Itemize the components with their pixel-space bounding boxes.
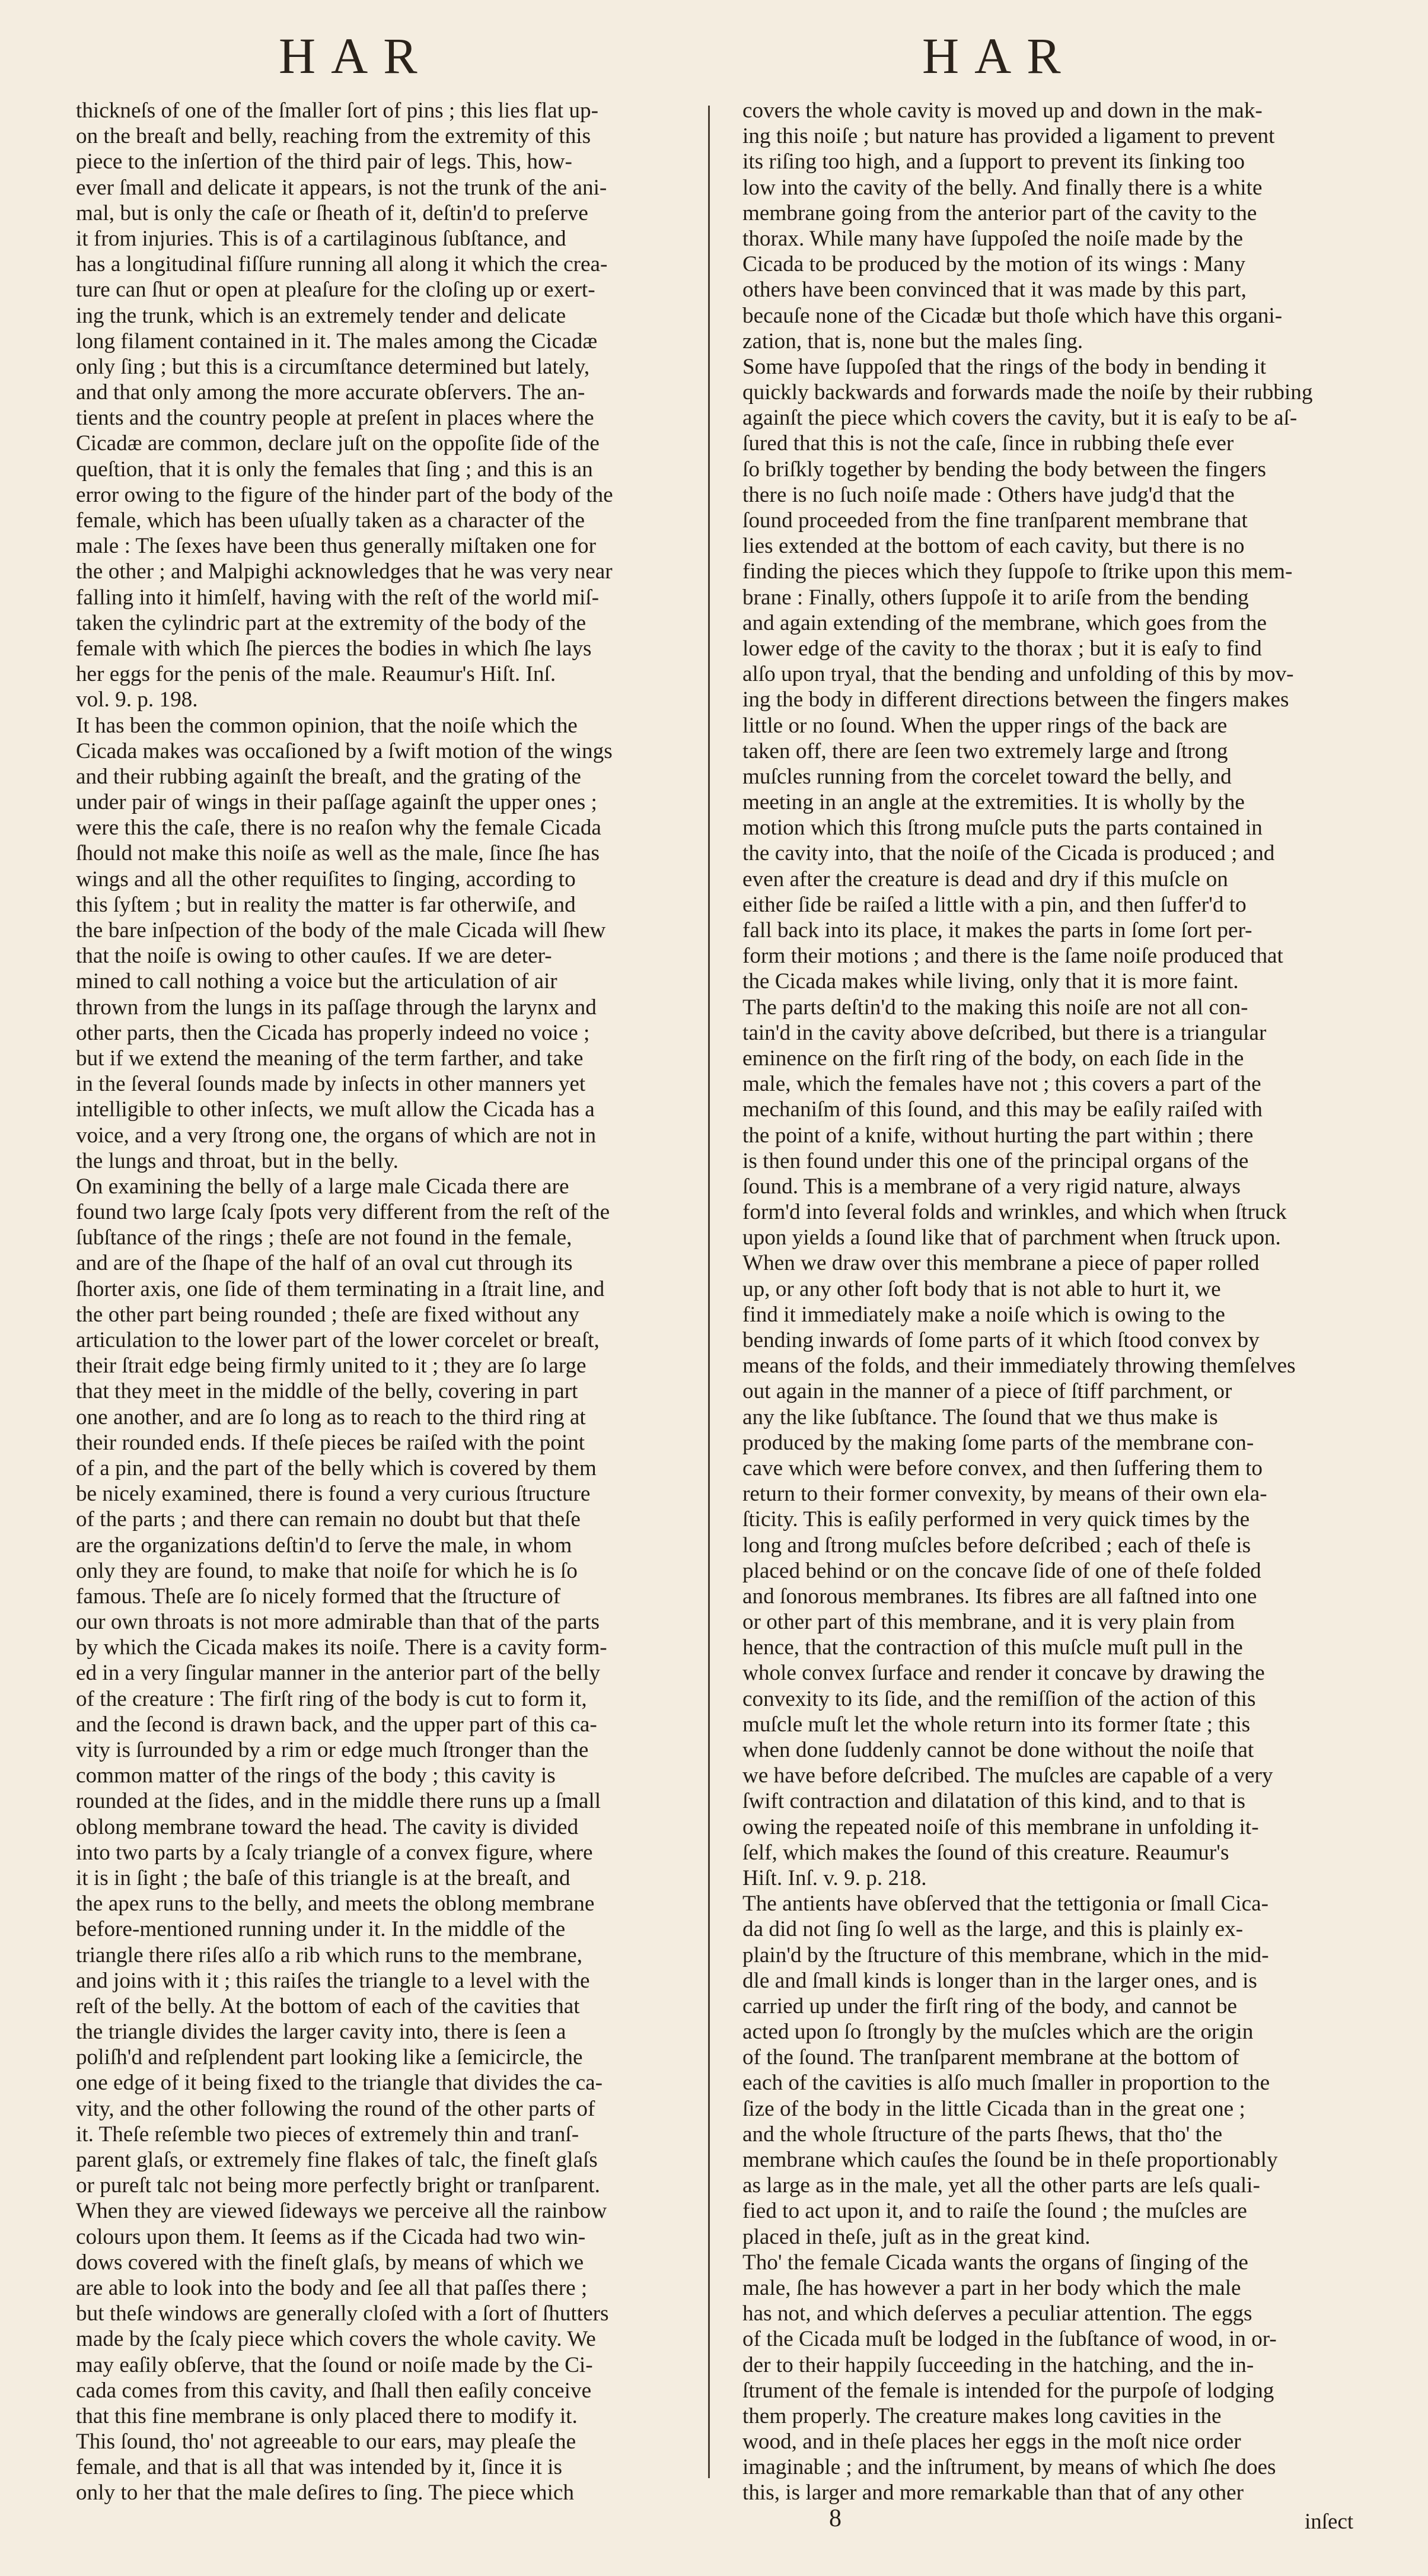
- text-line: this ſyſtem ; but in reality the matter is far otherwiſe, and: [76, 892, 576, 917]
- text-line: we have before deſcribed. The muſcles are capable of a very: [742, 1763, 1273, 1788]
- text-line: ing the body in different directions between the fingers makes: [742, 687, 1289, 712]
- text-line: ſound. This is a membrane of a very rigid nature, always: [742, 1174, 1241, 1199]
- text-line: that this fine membrane is only placed there to modify it.: [76, 2403, 578, 2428]
- text-line: zation, that is, none but the males ſing.: [742, 329, 1083, 354]
- text-line: error owing to the figure of the hinder part of the body of the: [76, 482, 613, 507]
- text-line: the other ; and Malpighi acknowledges that he was very near: [76, 559, 613, 584]
- text-line: male : The ſexes have been thus generally miſtaken one for: [76, 534, 597, 559]
- text-line: when done ſuddenly cannot be done without the noiſe that: [742, 1738, 1254, 1762]
- text-line: means of the folds, and their immediately throwing themſelves: [742, 1354, 1296, 1378]
- text-line: mal, but is only the caſe or ſheath of it, deſtin'd to preſerve: [76, 200, 588, 225]
- text-line: the apex runs to the belly, and meets the oblong membrane: [76, 1892, 595, 1916]
- signature-mark: 8: [829, 2505, 842, 2532]
- text-line: others have been convinced that it was made by this part,: [742, 278, 1247, 303]
- text-line: the other part being rounded ; theſe are fixed without any: [76, 1302, 579, 1327]
- text-line: Tho' the female Cicada wants the organs of ſinging of the: [742, 2250, 1248, 2275]
- text-line: On examining the belly of a large male Cicada there are: [76, 1174, 569, 1199]
- text-line: motion which this ſtrong muſcle puts the parts contained in: [742, 816, 1263, 840]
- text-line: convexity to its ſide, and the remiſſion of the action of this: [742, 1686, 1256, 1711]
- text-line: articulation to the lower part of the lower corcelet or breaſt,: [76, 1328, 600, 1352]
- left-column: [76, 98, 705, 2506]
- text-line: mined to call nothing a voice but the articulation of air: [76, 969, 557, 994]
- text-line: any the like ſubſtance. The ſound that we thus make is: [742, 1405, 1218, 1429]
- text-line: and joins with it ; this raiſes the triangle to a level with the: [76, 1968, 590, 1993]
- text-line: and are of the ſhape of the half of an oval cut through its: [76, 1251, 573, 1276]
- text-line: our own throats is not more admirable than that of the parts: [76, 1610, 600, 1635]
- text-line: form'd into ſeveral folds and wrinkles, and which when ſtruck: [742, 1200, 1287, 1225]
- text-line: either ſide be raiſed a little with a pin, and then ſuffer'd to: [742, 892, 1247, 917]
- text-line: be nicely examined, there is found a very curious ſtructure: [76, 1482, 591, 1507]
- text-line: of the ſound. The tranſparent membrane at the bottom of: [742, 2045, 1239, 2070]
- text-line: wood, and in theſe places her eggs in the moſt nice order: [742, 2429, 1241, 2454]
- text-line: finding the pieces which they ſuppoſe to ſtrike upon this mem-: [742, 559, 1293, 584]
- text-line: fall back into its place, it makes the parts in ſome ſort per-: [742, 918, 1252, 942]
- text-line: by which the Cicada makes its noiſe. There is a cavity form-: [76, 1635, 607, 1660]
- text-line: ſound proceeded from the fine tranſparent membrane that: [742, 508, 1248, 533]
- text-line: oblong membrane toward the head. The cavity is divided: [76, 1814, 579, 1839]
- text-line: thickneſs of one of the ſmaller ſort of pins ; this lies flat up-: [76, 98, 598, 123]
- text-line: its riſing too high, and a ſupport to prevent its ſinking too: [742, 149, 1245, 174]
- text-line: da did not ſing ſo well as the large, and this is plainly ex-: [742, 1917, 1244, 1942]
- text-line: vity, and the other following the round of the other parts of: [76, 2096, 595, 2121]
- text-line: bending inwards of ſome parts of it which ſtood convex by: [742, 1328, 1260, 1352]
- text-line: parent glaſs, or extremely fine flakes of talc, the fineſt glaſs: [76, 2148, 598, 2172]
- text-line: under pair of wings in their paſſage againſt the upper ones ;: [76, 790, 597, 815]
- text-line: muſcle muſt let the whole return into its former ſtate ; this: [742, 1712, 1251, 1737]
- text-line: thorax. While many have ſuppoſed the noiſe made by the: [742, 226, 1244, 251]
- text-line: cada comes from this cavity, and ſhall then eaſily conceive: [76, 2378, 592, 2403]
- text-line: ing the trunk, which is an extremely tender and delicate: [76, 303, 566, 328]
- text-line: ſize of the body in the little Cicada than in the great one ;: [742, 2096, 1245, 2121]
- text-line: that they meet in the middle of the belly, covering in part: [76, 1379, 578, 1404]
- text-line: it. Theſe reſemble two pieces of extremely thin and tranſ-: [76, 2122, 579, 2147]
- text-line: find it immediately make a noiſe which is owing to the: [742, 1302, 1225, 1327]
- text-line: form their motions ; and there is the ſame noiſe produced that: [742, 944, 1283, 969]
- text-line: one another, and are ſo long as to reach to the third ring at: [76, 1405, 586, 1429]
- text-line: produced by the making ſome parts of the membrane con-: [742, 1430, 1254, 1455]
- text-line: The antients have obſerved that the tettigonia or ſmall Cica-: [742, 1892, 1269, 1916]
- text-line: only they are found, to make that noiſe for which he is ſo: [76, 1558, 578, 1583]
- text-line: quickly backwards and forwards made the noiſe by their rubbing: [742, 380, 1313, 405]
- text-line: vol. 9. p. 198.: [76, 687, 198, 712]
- text-line: Hiſt. Inſ. v. 9. p. 218.: [742, 1865, 927, 1890]
- text-line: carried up under the firſt ring of the body, and cannot be: [742, 1994, 1238, 2018]
- text-line: intelligible to other inſects, we muſt allow the Cicada has a: [76, 1097, 595, 1122]
- text-line: placed behind or on the concave ſide of one of theſe folded: [742, 1558, 1261, 1583]
- text-line: the cavity into, that the noiſe of the Cicada is produced ; and: [742, 841, 1275, 866]
- text-line: hence, that the contraction of this muſcle muſt pull in the: [742, 1635, 1243, 1660]
- text-line: were this the caſe, there is no reaſon why the female Cicada: [76, 816, 601, 840]
- text-line: up, or any other ſoft body that is not able to hurt it, we: [742, 1276, 1221, 1301]
- text-line: ſelf, which makes the ſound of this creature. Reaumur's: [742, 1840, 1229, 1865]
- text-line: ſubſtance of the rings ; theſe are not found in the female,: [76, 1225, 572, 1250]
- text-line: ſwift contraction and dilatation of this kind, and to that is: [742, 1789, 1245, 1814]
- text-line: triangle there riſes alſo a rib which runs to the membrane,: [76, 1943, 582, 1967]
- text-line: eminence on the firſt ring of the body, on each ſide in the: [742, 1046, 1244, 1071]
- text-line: dle and ſmall kinds is longer than in the larger ones, and is: [742, 1968, 1257, 1993]
- running-header-left: HAR: [279, 27, 433, 84]
- text-line: ſhould not make this noiſe as well as the male, ſince ſhe has: [76, 841, 600, 866]
- text-line: male, which the females have not ; this covers a part of the: [742, 1072, 1261, 1097]
- text-line: as large as in the male, yet all the other parts are leſs quali-: [742, 2173, 1260, 2198]
- text-line: in the ſeveral ſounds made by inſects in other manners yet: [76, 1072, 586, 1097]
- text-line: Cicada to be produced by the motion of its wings : Many: [742, 252, 1245, 277]
- text-line: low into the cavity of the belly. And finally there is a white: [742, 175, 1263, 200]
- text-line: of the creature : The firſt ring of the body is cut to form it,: [76, 1686, 587, 1711]
- text-line: long and ſtrong muſcles before deſcribed ; each of theſe is: [742, 1533, 1251, 1558]
- text-line: Cicadæ are common, declare juſt on the oppoſite ſide of the: [76, 431, 600, 456]
- text-line: are the organizations deſtin'd to ſerve the male, in whom: [76, 1533, 572, 1558]
- text-line: plain'd by the ſtructure of this membrane, which in the mid-: [742, 1943, 1269, 1967]
- text-line: their ſtrait edge being firmly united to it ; they are ſo large: [76, 1354, 586, 1378]
- text-line: Cicada makes was occaſioned by a ſwift motion of the wings: [76, 738, 613, 763]
- text-line: This ſound, tho' not agreeable to our ears, may pleaſe the: [76, 2429, 576, 2454]
- text-line: thrown from the lungs in its paſſage through the larynx and: [76, 995, 597, 1020]
- text-line: little or no ſound. When the upper rings of the back are: [742, 713, 1228, 738]
- text-line: and that only among the more accurate obſervers. The an-: [76, 380, 585, 405]
- text-line: there is no ſuch noiſe made : Others have judg'd that the: [742, 482, 1235, 507]
- text-line: before-mentioned running under it. In the middle of the: [76, 1917, 566, 1942]
- text-line: lower edge of the cavity to the thorax ; but it is eaſy to find: [742, 636, 1262, 661]
- text-line: out again in the manner of a piece of ſtiff parchment, or: [742, 1379, 1232, 1404]
- text-line: imaginable ; and the inſtrument, by means of which ſhe does: [742, 2455, 1276, 2480]
- text-line: and again extending of the membrane, which goes from the: [742, 610, 1267, 635]
- text-line: ever ſmall and delicate it appears, is not the trunk of the ani-: [76, 175, 607, 200]
- text-line: into two parts by a ſcaly triangle of a convex figure, where: [76, 1840, 593, 1865]
- text-line: der to their happily ſucceeding in the hatching, and the in-: [742, 2352, 1254, 2377]
- text-line: the point of a knife, without hurting the part within ; there: [742, 1123, 1254, 1148]
- text-line: female with which ſhe pierces the bodies in which ſhe lays: [76, 636, 592, 661]
- text-line: againſt the piece which covers the cavity, but it is eaſy to be aſ-: [742, 406, 1298, 431]
- text-line: rounded at the ſides, and in the middle there runs up a ſmall: [76, 1789, 601, 1814]
- text-line: their rounded ends. If theſe pieces be raiſed with the point: [76, 1430, 585, 1455]
- text-line: and the ſecond is drawn back, and the upper part of this ca-: [76, 1712, 597, 1737]
- text-line: other parts, then the Cicada has properly indeed no voice ;: [76, 1020, 590, 1045]
- text-line: this, is larger and more remarkable than that of any other: [742, 2481, 1244, 2505]
- text-line: alſo upon tryal, that the bending and unfolding of this by mov-: [742, 662, 1294, 687]
- text-line: reſt of the belly. At the bottom of each of the cavities that: [76, 1994, 580, 2018]
- text-line: taken the cylindric part at the extremity of the body of the: [76, 610, 586, 635]
- text-line: membrane going from the anterior part of the cavity to the: [742, 200, 1257, 225]
- text-line: ture can ſhut or open at pleaſure for the cloſing up or exert-: [76, 278, 595, 303]
- text-line: her eggs for the penis of the male. Reaumur's Hiſt. Inſ.: [76, 662, 556, 687]
- text-line: has a longitudinal fiſſure running all along it which the crea-: [76, 252, 608, 277]
- text-line: piece to the inſertion of the third pair of legs. This, how-: [76, 149, 572, 174]
- text-line: voice, and a very ſtrong one, the organs of which are not in: [76, 1123, 597, 1148]
- text-line: ſured that this is not the caſe, ſince in rubbing theſe ever: [742, 431, 1234, 456]
- text-line: but if we extend the meaning of the term farther, and take: [76, 1046, 584, 1071]
- text-line: return to their former convexity, by means of their own ela-: [742, 1482, 1267, 1507]
- text-line: the Cicada makes while living, only that it is more faint.: [742, 969, 1239, 994]
- text-line: Some have ſuppoſed that the rings of the body in bending it: [742, 354, 1267, 379]
- text-line: common matter of the rings of the body ; this cavity is: [76, 1763, 556, 1788]
- text-line: the lungs and throat, but in the belly.: [76, 1148, 399, 1173]
- text-line: female, and that is all that was intended by it, ſince it is: [76, 2455, 562, 2480]
- text-line: is then found under this one of the principal organs of the: [742, 1148, 1249, 1173]
- text-line: membrane which cauſes the ſound be in theſe proportionably: [742, 2148, 1278, 2172]
- text-line: on the breaſt and belly, reaching from the extremity of this: [76, 124, 591, 149]
- text-line: it from injuries. This is of a cartilaginous ſubſtance, and: [76, 226, 566, 251]
- text-line: When we draw over this membrane a piece of paper rolled: [742, 1251, 1260, 1276]
- text-line: found two large ſcaly ſpots very different from the reſt of the: [76, 1200, 610, 1225]
- text-line: are able to look into the body and ſee all that paſſes there ;: [76, 2275, 588, 2300]
- text-line: them properly. The creature makes long cavities in the: [742, 2403, 1222, 2428]
- text-line: and the whole ſtructure of the parts ſhews, that tho' the: [742, 2122, 1223, 2147]
- text-line: ſo briſkly together by bending the body between the fingers: [742, 457, 1266, 482]
- text-line: The parts deſtin'd to the making this noiſe are not all con-: [742, 995, 1248, 1020]
- text-line: owing the repeated noiſe of this membrane in unfolding it-: [742, 1814, 1259, 1839]
- text-line: cave which were before convex, and then ſuffering them to: [742, 1456, 1263, 1480]
- text-line: may eaſily obſerve, that the ſound or noiſe made by the Ci-: [76, 2352, 593, 2377]
- column-divider: [708, 106, 710, 2478]
- text-line: ſticity. This is eaſily performed in very quick times by the: [742, 1507, 1250, 1532]
- text-line: taken off, there are ſeen two extremely large and ſtrong: [742, 738, 1228, 763]
- text-line: only to her that the male deſires to ſing. The piece which: [76, 2481, 574, 2505]
- text-line: ing this noiſe ; but nature has provided a ligament to prevent: [742, 124, 1275, 149]
- text-line: vity is ſurrounded by a rim or edge much ſtronger than the: [76, 1738, 589, 1762]
- text-line: ed in a very ſingular manner in the anterior part of the belly: [76, 1661, 600, 1686]
- text-line: or other part of this membrane, and it is very plain from: [742, 1610, 1235, 1635]
- text-line: covers the whole cavity is moved up and down in the mak-: [742, 98, 1263, 123]
- text-line: even after the creature is dead and dry if this muſcle on: [742, 867, 1228, 891]
- text-line: that the noiſe is owing to other cauſes. If we are deter-: [76, 944, 552, 969]
- text-line: ſtrument of the female is intended for the purpoſe of lodging: [742, 2378, 1274, 2403]
- text-line: famous. Theſe are ſo nicely formed that the ſtructure of: [76, 1584, 561, 1609]
- text-line: colours upon them. It ſeems as if the Cicada had two win-: [76, 2224, 586, 2249]
- text-line: becauſe none of the Cicadæ but thoſe which have this organi-: [742, 303, 1283, 328]
- text-line: of a pin, and the part of the belly which is covered by them: [76, 1456, 597, 1480]
- text-line: fied to act upon it, and to raiſe the ſound ; the muſcles are: [742, 2199, 1247, 2224]
- text-line: falling into it himſelf, having with the reſt of the world miſ-: [76, 585, 600, 610]
- text-line: made by the ſcaly piece which covers the whole cavity. We: [76, 2327, 596, 2352]
- text-line: brane : Finally, others ſuppoſe it to ariſe from the bending: [742, 585, 1249, 610]
- text-line: but theſe windows are generally cloſed with a ſort of ſhutters: [76, 2301, 609, 2326]
- text-line: placed in theſe, juſt as in the great kind.: [742, 2224, 1091, 2249]
- text-line: of the parts ; and there can remain no doubt but that theſe: [76, 1507, 581, 1532]
- text-line: has not, and which deſerves a peculiar attention. The eggs: [742, 2301, 1252, 2326]
- text-line: meeting in an angle at the extremities. It is wholly by the: [742, 790, 1245, 815]
- text-line: queſtion, that it is only the females that ſing ; and this is an: [76, 457, 593, 482]
- text-line: female, which has been uſually taken as a character of the: [76, 508, 585, 533]
- text-line: each of the cavities is alſo much ſmaller in proportion to the: [742, 2071, 1270, 2096]
- text-line: only ſing ; but this is a circumſtance determined but lately,: [76, 354, 590, 379]
- text-line: tients and the country people at preſent in places where the: [76, 406, 594, 431]
- text-line: muſcles running from the corcelet toward the belly, and: [742, 764, 1232, 789]
- catchword: inſect: [1305, 2510, 1354, 2534]
- text-line: ſhorter axis, one ſide of them terminating in a ſtrait line, and: [76, 1276, 605, 1301]
- text-line: male, ſhe has however a part in her body which the male: [742, 2275, 1241, 2300]
- text-line: it is in ſight ; the baſe of this triangle is at the breaſt, and: [76, 1865, 570, 1890]
- text-line: tain'd in the cavity above deſcribed, but there is a triangular: [742, 1020, 1267, 1045]
- text-line: of the Cicada muſt be lodged in the ſubſtance of wood, in or-: [742, 2327, 1277, 2352]
- text-line: one edge of it being fixed to the triangle that divides the ca-: [76, 2071, 603, 2096]
- text-line: It has been the common opinion, that the noiſe which the: [76, 713, 578, 738]
- text-line: and ſonorous membranes. Its fibres are all faſtned into one: [742, 1584, 1257, 1609]
- text-line: When they are viewed ſideways we perceive all the rainbow: [76, 2199, 607, 2224]
- right-column: [742, 98, 1371, 2506]
- text-line: long filament contained in it. The males among the Cicadæ: [76, 329, 598, 354]
- text-line: and their rubbing againſt the breaſt, and the grating of the: [76, 764, 581, 789]
- text-line: mechaniſm of this ſound, and this may be eaſily raiſed with: [742, 1097, 1263, 1122]
- text-line: or pureſt talc not being more perfectly bright or tranſparent.: [76, 2173, 600, 2198]
- text-line: dows covered with the fineſt glaſs, by means of which we: [76, 2250, 584, 2275]
- text-line: lies extended at the bottom of each cavity, but there is no: [742, 534, 1245, 559]
- text-line: wings and all the other requiſites to ſinging, according to: [76, 867, 576, 891]
- text-line: the bare inſpection of the body of the male Cicada will ſhew: [76, 918, 606, 942]
- text-line: the triangle divides the larger cavity into, there is ſeen a: [76, 2020, 566, 2045]
- text-line: whole convex ſurface and render it concave by drawing the: [742, 1661, 1265, 1686]
- running-header-right: HAR: [922, 27, 1076, 84]
- text-line: acted upon ſo ſtrongly by the muſcles which are the origin: [742, 2020, 1254, 2045]
- text-line: upon yields a ſound like that of parchment when ſtruck upon.: [742, 1225, 1281, 1250]
- text-line: poliſh'd and reſplendent part looking like a ſemicircle, the: [76, 2045, 583, 2070]
